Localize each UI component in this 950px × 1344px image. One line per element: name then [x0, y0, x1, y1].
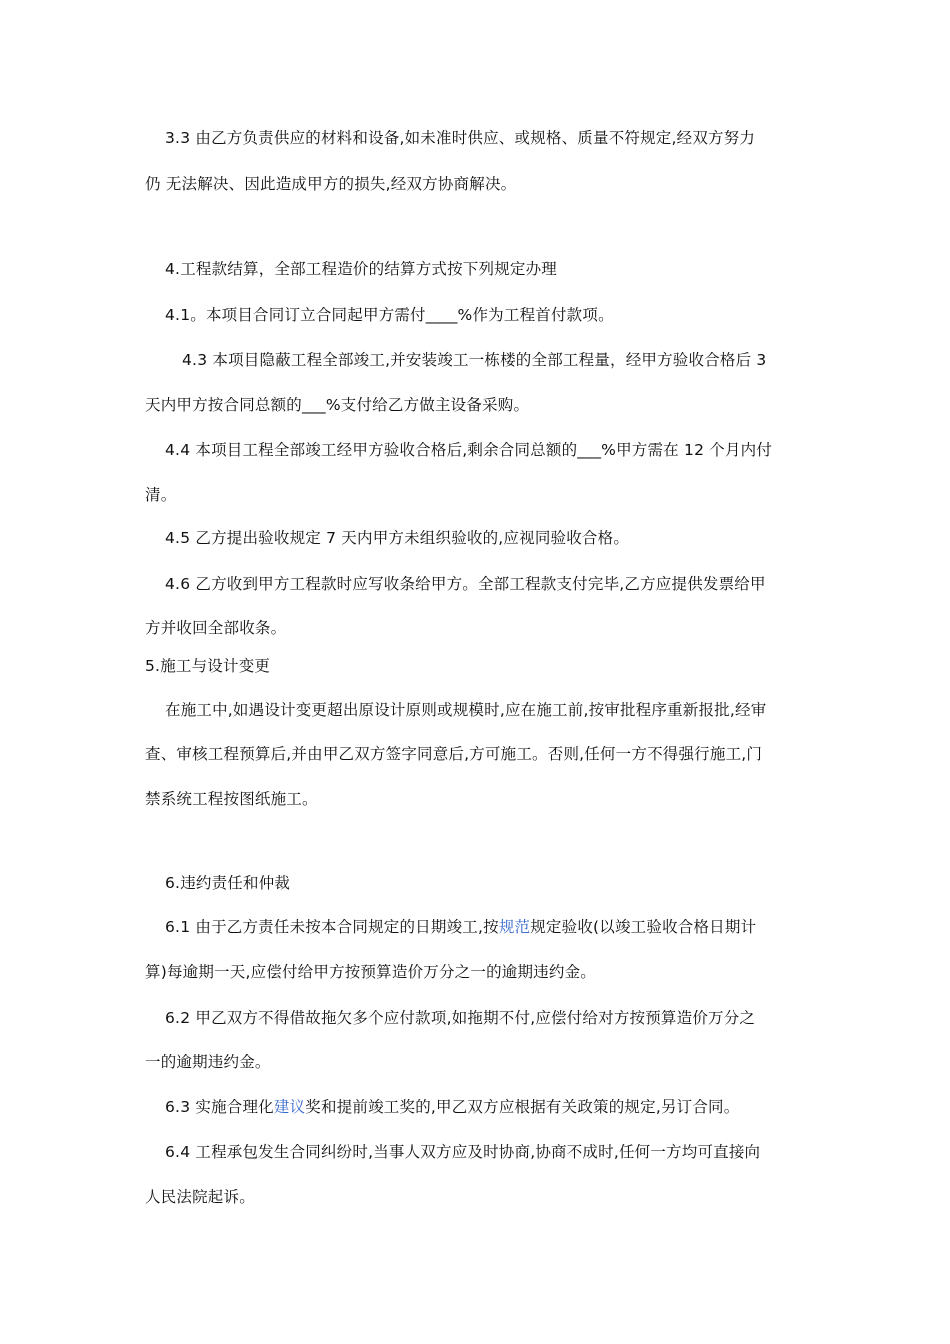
clause-6-4-line-1: 6.4 工程承包发生合同纠纷时,当事人双方应及时协商,协商不成时,任何一方均可直接向	[165, 1143, 761, 1161]
section-4-heading: 4.工程款结算，全部工程造价的结算方式按下列规定办理	[165, 260, 557, 278]
clause-4-6-line-1: 4.6 乙方收到甲方工程款时应写收条给甲方。全部工程款支付完毕,乙方应提供发票给甲	[165, 575, 766, 593]
clause-4-6-line-2: 方并收回全部收条。	[145, 619, 287, 637]
jianyi-link[interactable]: 建议	[273, 1098, 306, 1116]
clause-6-3-text-b: 奖和提前竣工奖的,甲乙双方应根据有关政策的规定,另订合同。	[305, 1098, 740, 1116]
clause-3-3-line-2: 仍 无法解决、因此造成甲方的损失,经双方协商解决。	[145, 175, 517, 193]
clause-6-1-line-2: 算)每逾期一天,应偿付给甲方按预算造价万分之一的逾期违约金。	[145, 963, 596, 981]
clause-4-4-line-2: 清。	[145, 486, 177, 504]
clause-3-3-line-1: 3.3 由乙方负责供应的材料和设备,如未准时供应、或规格、质量不符规定,经双方努力	[165, 129, 756, 147]
clause-6-2-line-2: 一的逾期违约金。	[145, 1053, 271, 1071]
clause-4-3-line-2: 天内甲方按合同总额的___%支付给乙方做主设备采购。	[145, 396, 530, 414]
clause-4-3-line-1: 4.3 本项目隐蔽工程全部竣工,并安装竣工一栋楼的全部工程量，经甲方验收合格后 3	[182, 351, 767, 369]
clause-6-3	[165, 1096, 739, 1118]
clause-6-1-text-b: 规定验收(以竣工验收合格日期计	[530, 918, 757, 936]
section-5-heading: 5.施工与设计变更	[145, 657, 271, 675]
section-5-para-line-3: 禁系统工程按图纸施工。	[145, 790, 318, 808]
guifan-link[interactable]: 规范	[498, 918, 531, 936]
clause-6-3-text-a: 6.3 实施合理化	[165, 1098, 274, 1116]
clause-4-4-line-1: 4.4 本项目工程全部竣工经甲方验收合格后,剩余合同总额的___%甲方需在 12 个月内付	[165, 441, 773, 459]
section-5-para-line-2: 查、审核工程预算后,并由甲乙双方签字同意后,方可施工。否则,任何一方不得强行施工,门	[145, 745, 763, 763]
clause-4-1: 4.1。本项目合同订立合同起甲方需付____%作为工程首付款项。	[165, 306, 614, 324]
clause-4-5: 4.5 乙方提出验收规定 7 天内甲方未组织验收的,应视同验收合格。	[165, 529, 630, 547]
section-5-para-line-1: 在施工中,如遇设计变更超出原设计原则或规模时,应在施工前,按审批程序重新报批,经审	[165, 701, 767, 719]
clause-6-4-line-2: 人民法院起诉。	[145, 1188, 255, 1206]
section-6-heading: 6.违约责任和仲裁	[165, 874, 291, 892]
clause-6-1-line-1	[165, 916, 756, 938]
clause-6-1-text-a: 6.1 由于乙方责任未按本合同规定的日期竣工,按	[165, 918, 499, 936]
clause-6-2-line-1: 6.2 甲乙双方不得借故拖欠多个应付款项,如拖期不付,应偿付给对方按预算造价万分之	[165, 1009, 756, 1027]
